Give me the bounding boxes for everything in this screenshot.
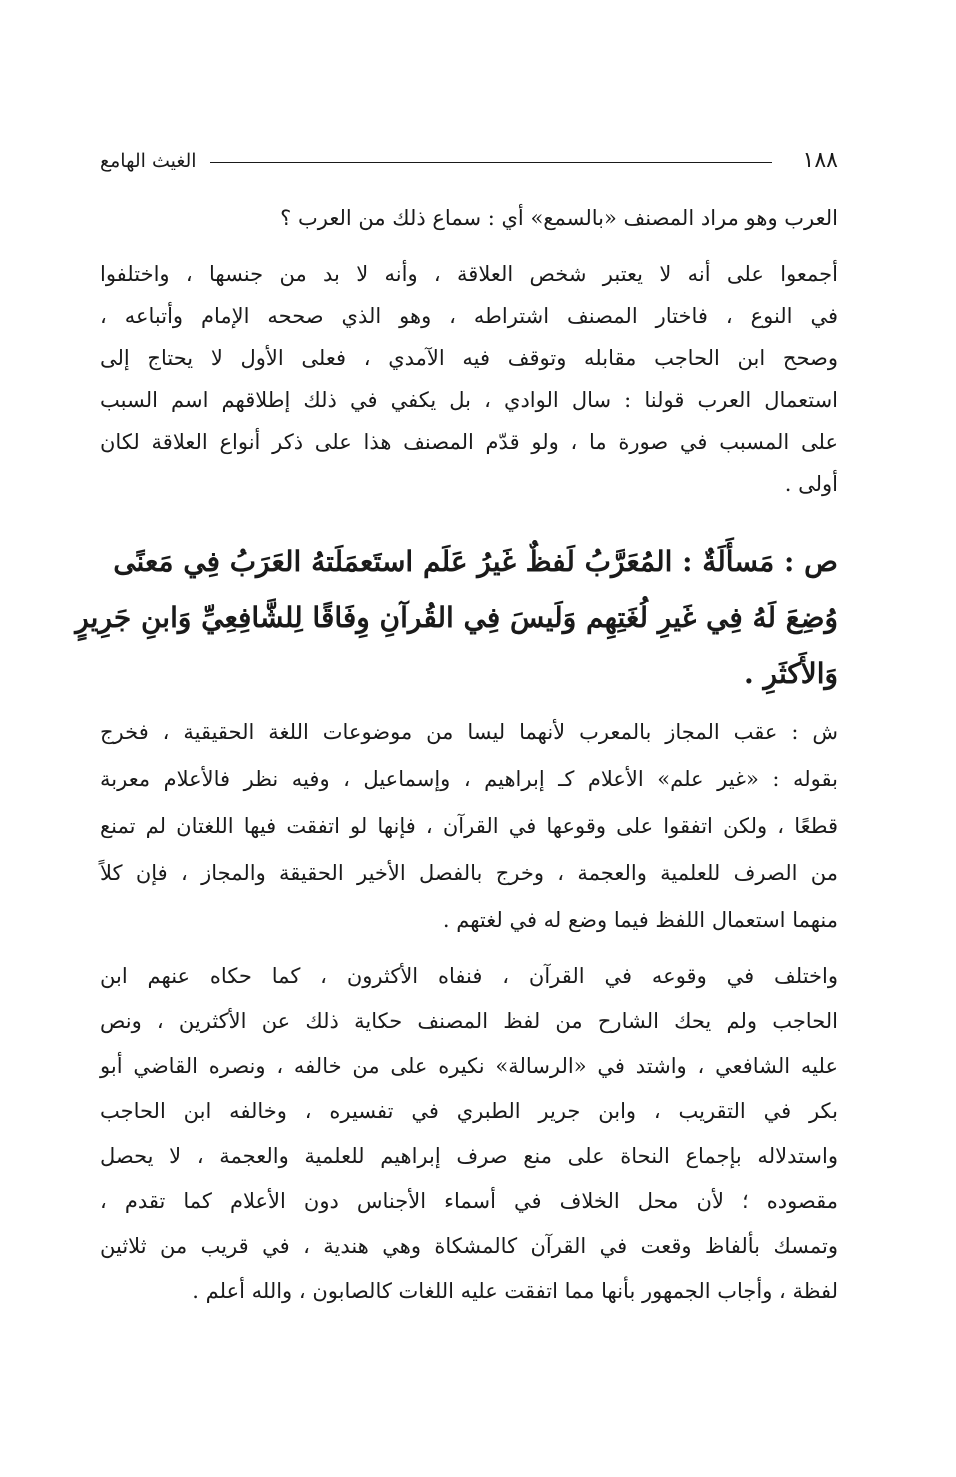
text-line: في النوع ، فاختار المصنف اشتراطه ، وهو الذي صححه الإمام وأتباعه ، bbox=[100, 304, 838, 328]
text-line: واستدلاله بإجماع النحاة على منع صرف إبراهيم للعلمية والعجمة ، لا يحصل bbox=[100, 1144, 838, 1168]
paragraph-4 bbox=[100, 966, 838, 1326]
header-rule bbox=[210, 162, 772, 163]
book-title: الغيث الهامع bbox=[100, 150, 197, 172]
text-line: قطعًا ، ولكن اتفقوا على وقوعها في القرآن ، فإنها لو اتفقت فيها اللغتان لم تمنع bbox=[100, 814, 838, 838]
text-line: بقوله : «غير علم» الأعلام كـ إبراهيم ، وإسماعيل ، وفيه نظر فالأعلام معربة bbox=[100, 767, 838, 791]
text-line: مقصوده ؛ لأن محل الخلاف في أسماء الأجناس دون الأعلام كما تقدم ، bbox=[100, 1189, 838, 1213]
text-line: بكر في التقريب ، وابن جرير الطبري في تفسيره ، وخالفه ابن الحاجب bbox=[100, 1099, 838, 1123]
text-line: أجمعوا على أنه لا يعتبر شخص العلاقة ، وأنه لا بد من جنسها ، واختلفوا bbox=[100, 262, 838, 286]
text-line: ش : عقب المجاز بالمعرب لأنهما ليسا من موضوعات اللغة الحقيقية ، فخرج bbox=[100, 720, 838, 744]
paragraph-2 bbox=[100, 264, 838, 516]
text-line: وتمسك بألفاظ وقعت في القرآن كالمشكاة وهي هندية ، في قريب من ثلاثين bbox=[100, 1234, 838, 1258]
paragraph-1 bbox=[100, 208, 838, 248]
text-line: أولى . bbox=[784, 472, 838, 496]
text-line: وصحح ابن الحاجب مقابله وتوقف فيه الآمدي ، فعلى الأول لا يحتاج إلى bbox=[100, 346, 838, 370]
text-line: منهما استعمال اللفظ فيما وضع له في لغتهم . bbox=[442, 908, 838, 932]
text-line: على المسبب في صورة ما ، ولو قدّم المصنف هذا على ذكر أنواع العلاقة لكان bbox=[100, 430, 838, 454]
text-line: لفظة ، وأجاب الجمهور بأنها مما اتفقت عليه اللغات كالصابون ، والله أعلم . bbox=[192, 1279, 838, 1303]
text-line: استعمال العرب قولنا : سال الوادي ، بل يكفي في ذلك إطلاقهم اسم السبب bbox=[100, 388, 838, 412]
paragraph-3 bbox=[100, 722, 838, 957]
text-line: عليه الشافعي ، واشتد في «الرسالة» نكيره على من خالفه ، ونصره القاضي أبو bbox=[100, 1054, 838, 1078]
running-header bbox=[100, 146, 838, 176]
text-line: الحاجب ولم يحك الشارح من لفظ المصنف حكاية ذلك عن الأكثرين ، ونص bbox=[100, 1009, 838, 1033]
issue-statement bbox=[75, 545, 838, 716]
text-line: واختلف في وقوعه في القرآن ، فنفاه الأكثرون ، كما حكاه عنهم ابن bbox=[100, 964, 838, 988]
text-line: العرب وهو مراد المصنف «بالسمع» أي : سماع ذلك من العرب ؟ bbox=[280, 206, 838, 230]
issue-line: ص : مَسأَلَةٌ : المُعَرَّبُ لَفظٌ غَيرُ عَلَم استَعمَلَتهُ العَرَبُ فِي مَعنًى bbox=[113, 545, 838, 578]
page-number: ١٨٨ bbox=[802, 148, 838, 173]
issue-line: وَالأَكثَرِ . bbox=[744, 657, 838, 690]
text-line: من الصرف للعلمية والعجمة ، وخرج بالفصل الأخير الحقيقة والمجاز ، فإن كلاً bbox=[100, 861, 838, 885]
issue-line: وُضِعَ لَهُ فِي غَيرِ لُغَتِهِم وَلَيسَ فِي القُرآنِ وِفَاقًا لِلشَّافِعِيِّ وَابنِ جَرِيرٍ bbox=[75, 601, 838, 634]
